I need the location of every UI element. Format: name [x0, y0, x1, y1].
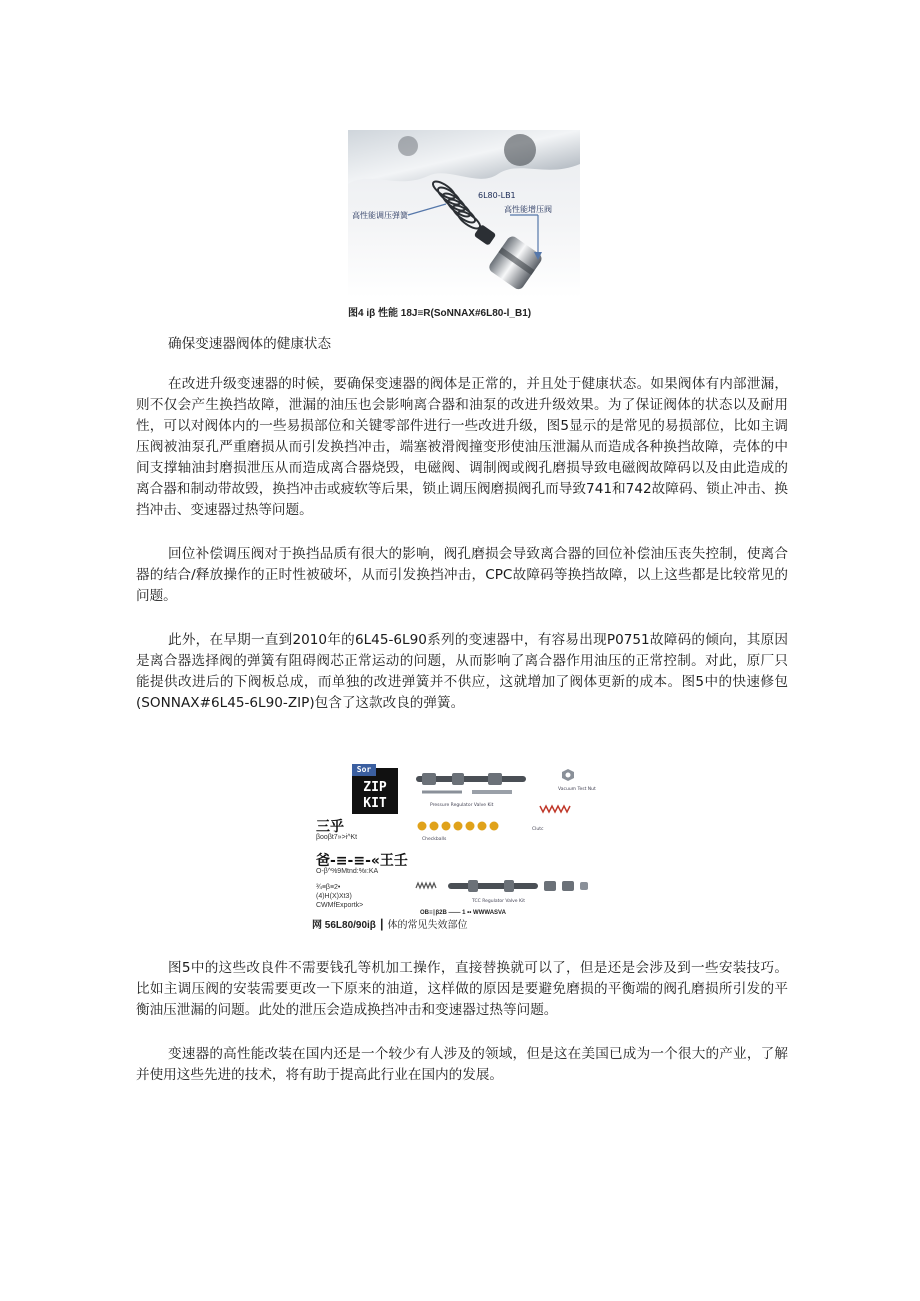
figure-5 [312, 764, 598, 932]
paragraph-4: 图5中的这些改良件不需要钱孔等机加工操作，直接替换就可以了，但是还是会涉及到一些安装技巧。比如主调压阀的安装需要更改一下原来的油道，这样做的原因是要避免磨损的平衡端的阀孔磨损所引发的平衡油压泄漏的问题。此处的泄压会造成换挡冲击和变速器过热等问题。 [136, 960, 788, 1018]
pressure-regulator-valve-kit [416, 773, 526, 794]
legend-heading-2: 爸-≡-≡-«王壬 [316, 853, 408, 869]
legend-text-5: CWMfExportk> [316, 902, 364, 909]
spring [430, 178, 482, 231]
figure-5-caption-bold: 网 56L80/90iβ [312, 920, 376, 931]
prv-kit-label: Pressure Regulator Valve Kit [430, 803, 494, 808]
parts-photo [412, 764, 598, 916]
label-part-number: 6L80-LB1 [478, 191, 516, 200]
valve-body-casing [348, 130, 580, 184]
figure-4-image [348, 130, 580, 298]
bottom-text: OB≡∣β2B —— 1 •• WWWASVA [420, 910, 506, 916]
boost-valve [487, 234, 544, 291]
valve-illustration [348, 130, 580, 298]
section-heading: 确保变速器阀体的健康状态 [168, 336, 332, 352]
legend-text-1: βooβt7»>i^Kt [316, 834, 358, 841]
zip-kit-logo: Sor ZIP KIT [352, 768, 398, 814]
legend-text-2: O-β^%9Mtnd:%ı:KA [316, 868, 379, 875]
figure-5-caption [312, 916, 468, 931]
legend-heading-1: 三乎 [316, 819, 344, 835]
paragraph-2: 回位补偿调压阀对于换挡品质有很大的影响，阀孔磨损会导致离合器的回位补偿油压丧失控制，使离合器的结合/释放操作的正时性被破坏，从而引发换挡冲击，CPC故障码等换挡故障，以上这些都是比较常见的问题。 [136, 546, 788, 604]
figure-4-caption: 图4 iβ 性能 18J≡R(SoNNAX#6L80-l_B1) [348, 308, 532, 319]
label-valve: 高性能增压阀 [504, 205, 552, 214]
clutch-label: Clutc [532, 827, 544, 832]
springs [540, 806, 570, 812]
checkballs [418, 822, 499, 831]
tcc-kit-label: TCC Regulator Valve Kit [472, 899, 525, 904]
figure-5-caption-rest: 体的常见失效部位 [387, 920, 468, 931]
figure-5-caption-divider: ┃ [378, 920, 385, 931]
checkballs-label: Checkballs [422, 837, 447, 842]
legend-text-3: ¾≡β≡2• [316, 884, 341, 891]
paragraph-5: 变速器的高性能改装在国内还是一个较少有人涉及的领域，但是这在美国已成为一个很大的产业，了解并使用这些先进的技术，将有助于提高此行业在国内的发展。 [136, 1046, 788, 1083]
tcc-regulator-valve-kit [416, 880, 588, 892]
vacuum-nut-label: Vacuum Test Nut [558, 787, 596, 792]
paragraph-1: 在改进升级变速器的时候，要确保变速器的阀体是正常的，并且处于健康状态。如果阀体有内部泄漏，则不仅会产生换挡故障，泄漏的油压也会影响离合器和油泵的改进升级效果。为了保证阀体的状态以及耐用性，可以对阀体内的一些易损部位和关键零部件进行一些改进升级，图5显示的是常见的易损部位，比如主调压阀被油泵孔严重磨损从而引发换挡冲击，端塞被滑阀撞变形使油压泄漏从而造成各种换挡故障，壳体的中间支撑轴油封磨损泄压从而造成离合器烧毁，电磁阀、调制阀或阀孔磨损导致电磁阀故障码以及由此造成的离合器和制动带故毁，换挡冲击或疲软等后果，锁止调压阀磨损阀孔而导致741和742故障码、锁止冲击、换挡冲击、变速器过热等问题。 [136, 376, 788, 518]
legend-text-4: (4)H(X)Xt3) [316, 893, 352, 900]
paragraph-3: 此外，在早期一直到2010年的6L45-6L90系列的变速器中，有容易出现P0751故障码的倾向，其原因是离合器选择阀的弹簧有阻碍阀芯正常运动的问题，从而影响了离合器作用油压的正常控制。对此，原厂只能提供改进后的下阀板总成，而单独的改进弹簧并不供应，这就增加了阀体更新的成本。图5中的快速修包(SONNAX#6L45-6L90-ZIP)包含了这款改良的弹簧。 [136, 632, 788, 711]
label-spring: 高性能调压弹簧 [352, 211, 408, 220]
